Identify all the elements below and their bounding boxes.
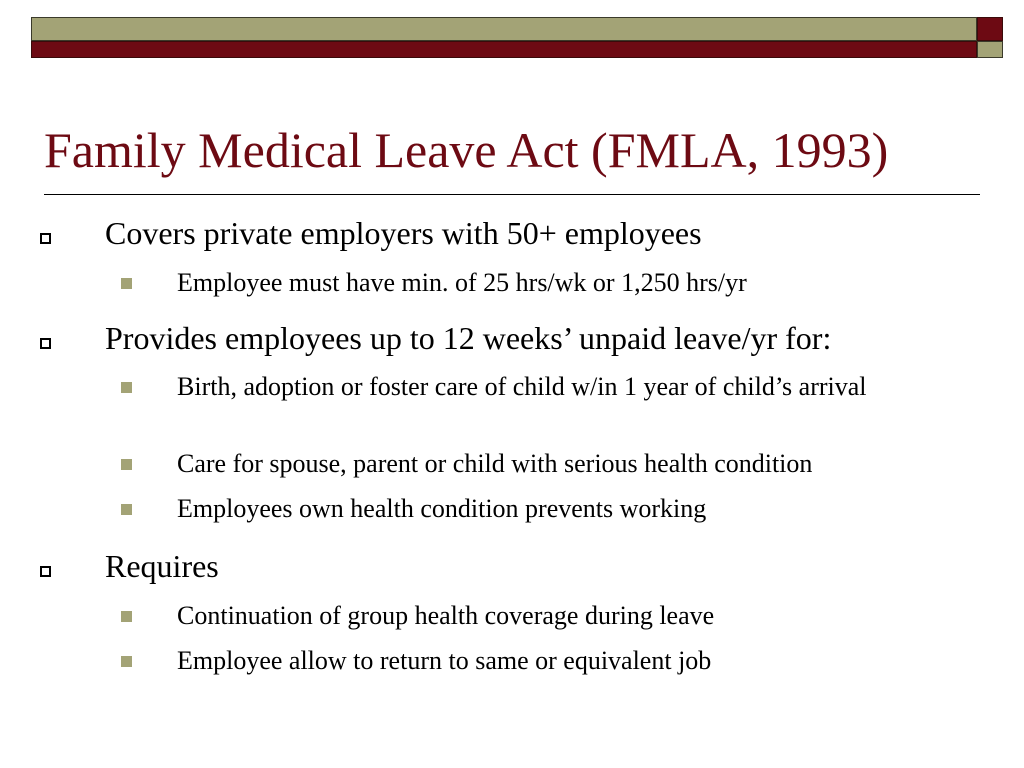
sub-bullet-text: Employee must have min. of 25 hrs/wk or 1,250 hrs/yr — [177, 268, 747, 297]
filled-square-bullet-icon — [121, 656, 132, 667]
slide-title: Family Medical Leave Act (FMLA, 1993) — [44, 122, 889, 178]
filled-square-bullet-icon — [121, 611, 132, 622]
hollow-square-bullet-icon — [40, 233, 51, 244]
filled-square-bullet-icon — [121, 504, 132, 515]
hollow-square-bullet-icon — [40, 338, 51, 349]
hollow-square-bullet-icon — [40, 566, 51, 577]
header-square-maroon — [977, 17, 1003, 41]
title-divider — [44, 194, 980, 195]
sub-bullet-text: Continuation of group health coverage during leave — [177, 601, 715, 630]
filled-square-bullet-icon — [121, 278, 132, 289]
bullet-text: Provides employees up to 12 weeks’ unpaid leave/yr for: — [105, 320, 832, 356]
sub-bullet-text: Care for spouse, parent or child with serious health condition — [177, 449, 813, 478]
filled-square-bullet-icon — [121, 459, 132, 470]
bullet-text: Requires — [105, 548, 219, 584]
sub-bullet-text: Employee allow to return to same or equivalent job — [177, 646, 712, 675]
header-bar-maroon — [31, 41, 977, 58]
filled-square-bullet-icon — [121, 382, 132, 393]
header-bar-olive — [31, 17, 977, 41]
header-square-olive — [977, 41, 1003, 58]
sub-bullet-text: Employees own health condition prevents working — [177, 494, 707, 523]
bullet-text: Covers private employers with 50+ employees — [105, 215, 702, 251]
sub-bullet-text: Birth, adoption or foster care of child w/in 1 year of child’s arrival — [177, 372, 867, 401]
